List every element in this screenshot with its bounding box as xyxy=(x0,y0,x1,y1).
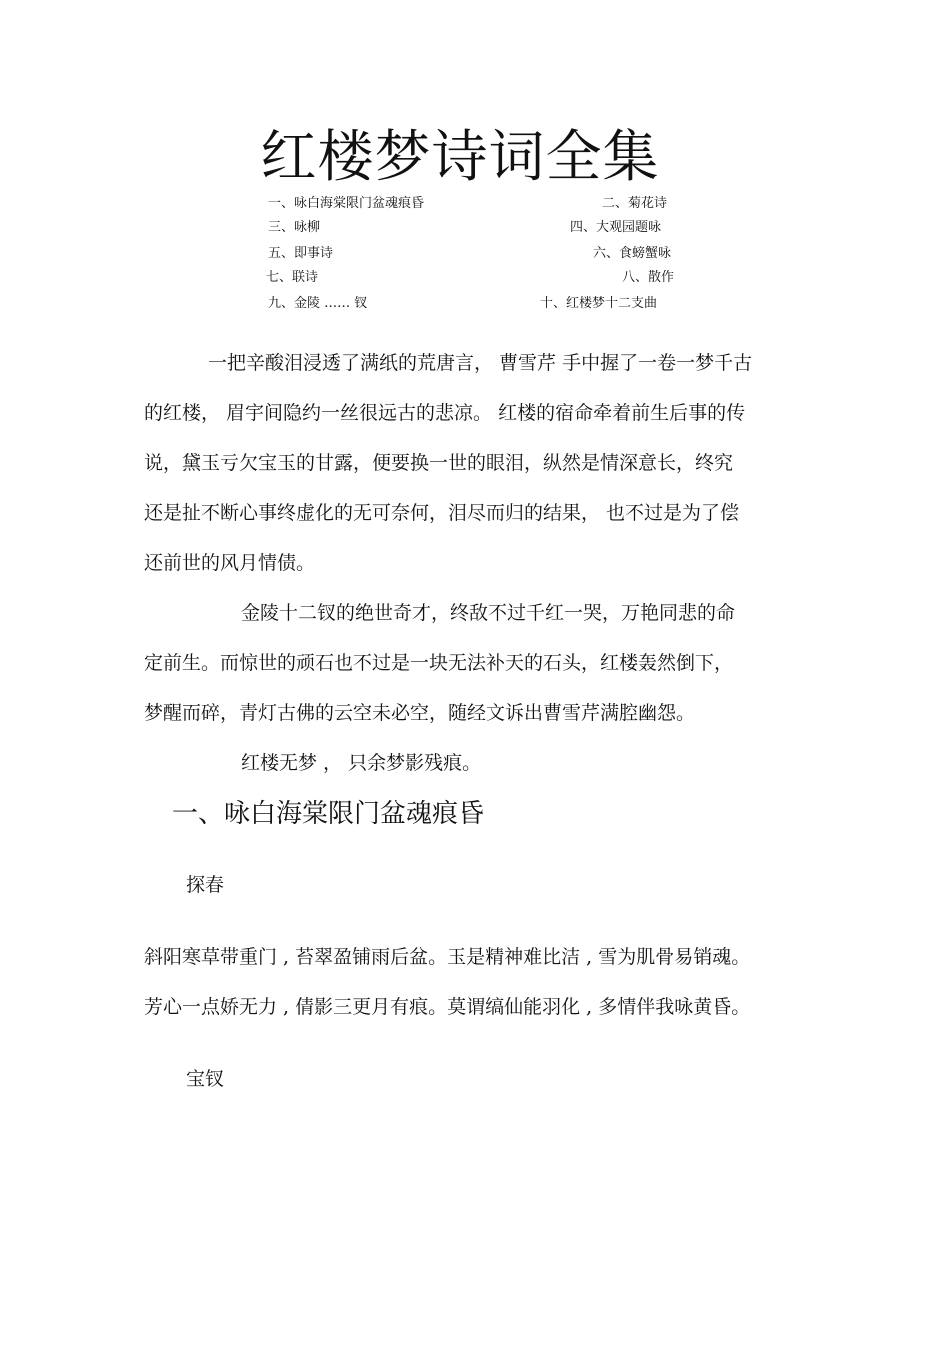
intro-line: 定前生。而惊世的顽石也不过是一块无法补天的石头，红楼轰然倒下， xyxy=(144,652,734,674)
toc-item-5[interactable]: 五、即事诗 xyxy=(268,246,334,261)
document-title: 红楼梦诗词全集 xyxy=(260,125,660,190)
intro-line: 说，黛玉亏欠宝玉的甘露，便要换一世的眼泪，纵然是情深意长，终究 xyxy=(144,452,734,474)
intro-line: 一把辛酸泪浸透了满纸的荒唐言， 曹雪芹 手中握了一卷一梦千古 xyxy=(208,352,753,374)
toc-item-2[interactable]: 二、菊花诗 xyxy=(602,196,668,211)
toc-item-8[interactable]: 八、散作 xyxy=(622,270,675,285)
poem-author: 宝钗 xyxy=(186,1068,225,1090)
toc-item-4[interactable]: 四、大观园题咏 xyxy=(570,220,662,235)
toc-item-7[interactable]: 七、联诗 xyxy=(266,270,319,285)
poem-author: 探春 xyxy=(186,874,225,896)
toc-item-10[interactable]: 十、红楼梦十二支曲 xyxy=(540,296,658,311)
section-heading: 一、咏白海棠限门盆魂痕昏 xyxy=(172,799,485,829)
poem-line: 芳心一点娇无力 , 倩影三更月有痕。莫谓缟仙能羽化 , 多情伴我咏黄昏。 xyxy=(144,996,751,1018)
intro-line: 的红楼， 眉宇间隐约一丝很远古的悲凉。 红楼的宿命牵着前生后事的传 xyxy=(144,402,746,424)
toc-item-9[interactable]: 九、金陵 …… 钗 xyxy=(268,296,368,311)
poem-line: 斜阳寒草带重门 , 苔翠盈铺雨后盆。玉是精神难比洁 , 雪为肌骨易销魂。 xyxy=(144,946,751,968)
intro-line: 还前世的风月情债。 xyxy=(144,552,316,574)
intro-line: 金陵十二钗的绝世奇才，终敌不过千红一哭，万艳同悲的命 xyxy=(241,602,736,624)
toc-item-6[interactable]: 六、食螃蟹咏 xyxy=(593,246,672,261)
intro-line: 还是扯不断心事终虚化的无可奈何，泪尽而归的结果， 也不过是为了偿 xyxy=(144,502,740,524)
toc-item-3[interactable]: 三、咏柳 xyxy=(268,220,321,235)
intro-line: 梦醒而碎，青灯古佛的云空未必空，随经文诉出曹雪芹满腔幽怨。 xyxy=(144,702,696,724)
toc-item-1[interactable]: 一、咏白海棠限门盆魂痕昏 xyxy=(268,196,425,211)
intro-line: 红楼无梦 ， 只余梦影残痕。 xyxy=(241,752,482,774)
